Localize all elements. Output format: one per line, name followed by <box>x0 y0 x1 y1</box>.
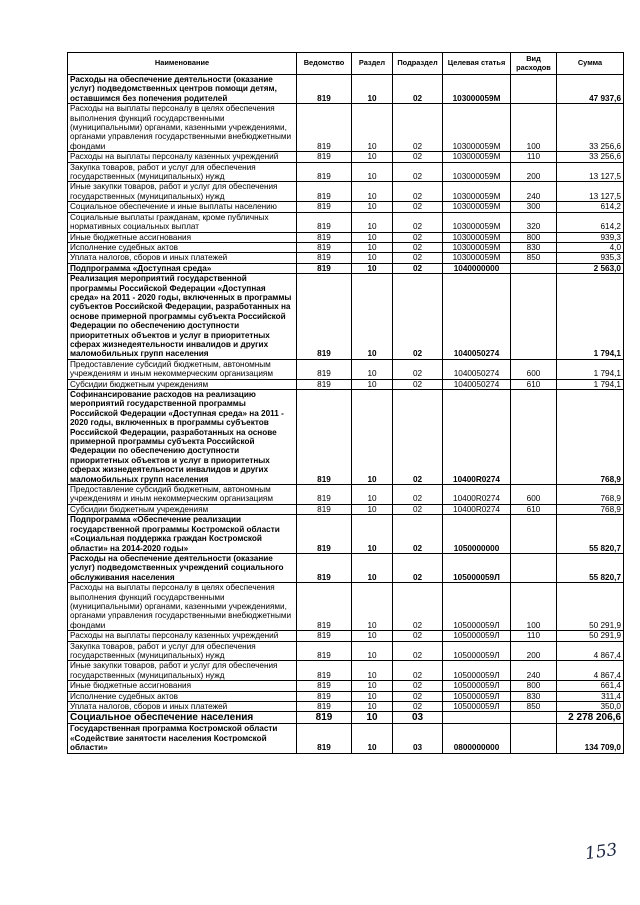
row-vid: 600 <box>511 359 557 379</box>
row-name: Исполнение судебных актов <box>68 242 297 252</box>
row-summa: 2 278 206,6 <box>557 712 624 724</box>
row-podrazdel: 02 <box>393 681 443 691</box>
row-statya: 105000059Л <box>443 661 511 681</box>
row-statya: 105000059Л <box>443 681 511 691</box>
table-row <box>68 202 624 212</box>
table-row <box>68 75 624 104</box>
row-summa: 4 867,4 <box>557 641 624 661</box>
row-podrazdel: 02 <box>393 691 443 701</box>
page-number: 153 <box>583 839 619 865</box>
row-name: Расходы на обеспечение деятельности (оказание услуг) подведомственных центров помощи детям, оставшимся без попечения родителей <box>68 75 297 104</box>
row-summa: 4,0 <box>557 242 624 252</box>
row-razdel: 10 <box>352 631 393 641</box>
row-vid: 830 <box>511 242 557 252</box>
row-statya: 1040050274 <box>443 274 511 360</box>
row-statya <box>443 712 511 724</box>
row-name: Подпрограмма «Обеспечение реализации государственной программы Костромской области «Социальная поддержка граждан Костромской области» на 2014-2020 годы» <box>68 515 297 554</box>
row-vid: 110 <box>511 631 557 641</box>
row-podrazdel: 02 <box>393 253 443 263</box>
row-vedomstvo: 819 <box>297 712 352 724</box>
row-podrazdel: 02 <box>393 553 443 582</box>
header-vedomstvo: Ведомство <box>297 53 352 75</box>
row-razdel: 10 <box>352 263 393 273</box>
row-razdel: 10 <box>352 390 393 485</box>
row-vid: 300 <box>511 202 557 212</box>
row-name: Субсидии бюджетным учреждениям <box>68 504 297 514</box>
table-row <box>68 515 624 554</box>
row-name: Иные бюджетные ассигнования <box>68 232 297 242</box>
row-vedomstvo: 819 <box>297 504 352 514</box>
row-vedomstvo: 819 <box>297 182 352 202</box>
row-razdel: 10 <box>352 379 393 389</box>
header-name: Наименование <box>68 53 297 75</box>
row-statya: 105000059Л <box>443 691 511 701</box>
row-vedomstvo: 819 <box>297 274 352 360</box>
row-vid <box>511 515 557 554</box>
row-summa: 134 709,0 <box>557 724 624 753</box>
row-vid <box>511 263 557 273</box>
row-vedomstvo: 819 <box>297 681 352 691</box>
row-vedomstvo: 819 <box>297 162 352 182</box>
row-summa: 4 867,4 <box>557 661 624 681</box>
row-summa: 935,3 <box>557 253 624 263</box>
row-podrazdel: 02 <box>393 359 443 379</box>
row-razdel: 10 <box>352 661 393 681</box>
row-name: Расходы на выплаты персоналу казенных учреждений <box>68 631 297 641</box>
row-podrazdel: 02 <box>393 182 443 202</box>
row-statya: 10400R0274 <box>443 485 511 505</box>
row-statya: 105000059Л <box>443 553 511 582</box>
row-name: Государственная программа Костромской области «Содействие занятости населения Костромской области» <box>68 724 297 753</box>
row-podrazdel: 02 <box>393 212 443 232</box>
row-vid: 830 <box>511 691 557 701</box>
table-row <box>68 242 624 252</box>
row-statya: 103000059М <box>443 162 511 182</box>
row-podrazdel: 02 <box>393 641 443 661</box>
row-vid: 850 <box>511 253 557 263</box>
row-statya: 10400R0274 <box>443 390 511 485</box>
row-vedomstvo: 819 <box>297 242 352 252</box>
row-podrazdel: 02 <box>393 485 443 505</box>
row-summa: 1 794,1 <box>557 274 624 360</box>
row-summa: 768,9 <box>557 390 624 485</box>
row-vedomstvo: 819 <box>297 390 352 485</box>
header-podrazdel: Подраздел <box>393 53 443 75</box>
row-name: Расходы на выплаты персоналу казенных учреждений <box>68 152 297 162</box>
row-vedomstvo: 819 <box>297 702 352 712</box>
table-row <box>68 712 624 724</box>
table-row <box>68 379 624 389</box>
row-vid: 600 <box>511 485 557 505</box>
row-podrazdel: 02 <box>393 631 443 641</box>
row-podrazdel: 02 <box>393 75 443 104</box>
row-statya: 103000059М <box>443 104 511 152</box>
row-statya: 103000059М <box>443 212 511 232</box>
table-row <box>68 182 624 202</box>
row-vid: 110 <box>511 152 557 162</box>
row-name: Уплата налогов, сборов и иных платежей <box>68 702 297 712</box>
row-razdel: 10 <box>352 485 393 505</box>
row-statya: 103000059М <box>443 253 511 263</box>
row-podrazdel: 02 <box>393 274 443 360</box>
row-vedomstvo: 819 <box>297 359 352 379</box>
row-razdel: 10 <box>352 515 393 554</box>
row-summa: 33 256,6 <box>557 152 624 162</box>
row-vedomstvo: 819 <box>297 661 352 681</box>
row-statya: 103000059М <box>443 182 511 202</box>
row-podrazdel: 02 <box>393 583 443 631</box>
row-statya: 103000059М <box>443 232 511 242</box>
row-vedomstvo: 819 <box>297 553 352 582</box>
row-vedomstvo: 819 <box>297 263 352 273</box>
row-vid <box>511 274 557 360</box>
table-row <box>68 485 624 505</box>
table-row <box>68 661 624 681</box>
row-statya: 103000059М <box>443 202 511 212</box>
row-razdel: 10 <box>352 104 393 152</box>
row-vedomstvo: 819 <box>297 253 352 263</box>
row-vid: 800 <box>511 681 557 691</box>
row-podrazdel: 02 <box>393 152 443 162</box>
row-name: Расходы на выплаты персоналу в целях обеспечения выполнения функций государственными (муниципальными) органами, казенными учреждениями, органами управления государственными внебюджетными фондами <box>68 104 297 152</box>
row-name: Иные бюджетные ассигнования <box>68 681 297 691</box>
row-summa: 311,4 <box>557 691 624 701</box>
row-razdel: 10 <box>352 182 393 202</box>
row-vedomstvo: 819 <box>297 515 352 554</box>
row-statya: 1040050274 <box>443 379 511 389</box>
row-name: Социальное обеспечение и иные выплаты населению <box>68 202 297 212</box>
row-vedomstvo: 819 <box>297 104 352 152</box>
row-statya: 103000059М <box>443 152 511 162</box>
table-row <box>68 631 624 641</box>
table-row <box>68 681 624 691</box>
row-summa: 1 794,1 <box>557 379 624 389</box>
row-vid: 240 <box>511 182 557 202</box>
row-razdel: 10 <box>352 553 393 582</box>
row-vid: 610 <box>511 379 557 389</box>
row-name: Подпрограмма «Доступная среда» <box>68 263 297 273</box>
row-razdel: 10 <box>352 212 393 232</box>
row-name: Закупка товаров, работ и услуг для обеспечения государственных (муниципальных) нужд <box>68 641 297 661</box>
row-razdel: 10 <box>352 681 393 691</box>
table-row <box>68 263 624 273</box>
row-razdel: 10 <box>352 232 393 242</box>
row-podrazdel: 02 <box>393 515 443 554</box>
row-statya: 103000059М <box>443 242 511 252</box>
row-podrazdel: 03 <box>393 712 443 724</box>
row-vid: 610 <box>511 504 557 514</box>
row-razdel: 10 <box>352 152 393 162</box>
row-vedomstvo: 819 <box>297 641 352 661</box>
row-vedomstvo: 819 <box>297 232 352 242</box>
row-razdel: 10 <box>352 242 393 252</box>
row-statya: 1050000000 <box>443 515 511 554</box>
table-row <box>68 232 624 242</box>
row-summa: 614,2 <box>557 212 624 232</box>
row-razdel: 10 <box>352 202 393 212</box>
row-podrazdel: 02 <box>393 504 443 514</box>
row-summa: 2 563,0 <box>557 263 624 273</box>
row-name: Предоставление субсидий бюджетным, автономным учреждениям и иным некоммерческим организациям <box>68 359 297 379</box>
table-row <box>68 152 624 162</box>
row-summa: 33 256,6 <box>557 104 624 152</box>
row-summa: 13 127,5 <box>557 182 624 202</box>
row-podrazdel: 02 <box>393 232 443 242</box>
row-summa: 614,2 <box>557 202 624 212</box>
row-summa: 661,4 <box>557 681 624 691</box>
row-name: Расходы на выплаты персоналу в целях обеспечения выполнения функций государственными (муниципальными) органами, казенными учреждениями, органами управления государственными внебюджетными фондами <box>68 583 297 631</box>
row-name: Иные закупки товаров, работ и услуг для обеспечения государственных (муниципальных) нужд <box>68 182 297 202</box>
row-razdel: 10 <box>352 75 393 104</box>
row-razdel: 10 <box>352 274 393 360</box>
row-razdel: 10 <box>352 359 393 379</box>
row-razdel: 10 <box>352 253 393 263</box>
row-razdel: 10 <box>352 724 393 753</box>
table-row <box>68 390 624 485</box>
row-vid: 200 <box>511 641 557 661</box>
header-razdel: Раздел <box>352 53 393 75</box>
table-body <box>68 75 624 754</box>
row-podrazdel: 02 <box>393 379 443 389</box>
row-statya: 0800000000 <box>443 724 511 753</box>
budget-table <box>67 52 624 754</box>
table-header-row <box>68 53 624 75</box>
table-row <box>68 253 624 263</box>
table-row <box>68 162 624 182</box>
table-row <box>68 504 624 514</box>
row-statya: 105000059Л <box>443 631 511 641</box>
table-row <box>68 583 624 631</box>
row-vedomstvo: 819 <box>297 379 352 389</box>
header-statya: Целевая статья <box>443 53 511 75</box>
row-vid <box>511 390 557 485</box>
row-name: Социальное обеспечение населения <box>68 712 297 724</box>
row-vid <box>511 724 557 753</box>
row-vid: 100 <box>511 583 557 631</box>
row-podrazdel: 02 <box>393 202 443 212</box>
row-razdel: 10 <box>352 702 393 712</box>
row-vedomstvo: 819 <box>297 691 352 701</box>
row-summa: 768,9 <box>557 504 624 514</box>
table-row <box>68 104 624 152</box>
row-statya: 105000059Л <box>443 702 511 712</box>
row-razdel: 10 <box>352 504 393 514</box>
row-statya: 10400R0274 <box>443 504 511 514</box>
row-summa: 55 820,7 <box>557 553 624 582</box>
table-row <box>68 691 624 701</box>
row-summa: 47 937,6 <box>557 75 624 104</box>
row-vid <box>511 553 557 582</box>
table-row <box>68 553 624 582</box>
table-row <box>68 702 624 712</box>
table-row <box>68 359 624 379</box>
row-podrazdel: 03 <box>393 724 443 753</box>
row-vedomstvo: 819 <box>297 212 352 232</box>
row-name: Софинансирование расходов на реализацию мероприятий государственной программы Российской Федерации «Доступная среда» на 2011 - 2020 годы, включенных в программы субъектов Российской Федерации, разработанных на основе примерной программы субъекта Российской Федерации по обеспечению доступности приоритетных объектов и услуг в приоритетных сферах жизнедеятельности инвалидов и других маломобильных групп населения <box>68 390 297 485</box>
row-name: Социальные выплаты гражданам, кроме публичных нормативных социальных выплат <box>68 212 297 232</box>
row-summa: 939,3 <box>557 232 624 242</box>
row-podrazdel: 02 <box>393 661 443 681</box>
header-vid: Вид расходов <box>511 53 557 75</box>
row-vid: 320 <box>511 212 557 232</box>
row-podrazdel: 02 <box>393 263 443 273</box>
row-vedomstvo: 819 <box>297 724 352 753</box>
row-vid: 240 <box>511 661 557 681</box>
row-summa: 55 820,7 <box>557 515 624 554</box>
table-row <box>68 641 624 661</box>
row-podrazdel: 02 <box>393 104 443 152</box>
row-name: Закупка товаров, работ и услуг для обеспечения государственных (муниципальных) нужд <box>68 162 297 182</box>
header-summa: Сумма <box>557 53 624 75</box>
row-vid: 100 <box>511 104 557 152</box>
row-name: Предоставление субсидий бюджетным, автономным учреждениям и иным некоммерческим организациям <box>68 485 297 505</box>
row-razdel: 10 <box>352 583 393 631</box>
row-vedomstvo: 819 <box>297 202 352 212</box>
table-row <box>68 274 624 360</box>
row-name: Уплата налогов, сборов и иных платежей <box>68 253 297 263</box>
row-statya: 105000059Л <box>443 583 511 631</box>
row-podrazdel: 02 <box>393 702 443 712</box>
row-name: Иные закупки товаров, работ и услуг для обеспечения государственных (муниципальных) нужд <box>68 661 297 681</box>
row-vedomstvo: 819 <box>297 485 352 505</box>
row-vid <box>511 75 557 104</box>
row-vid: 850 <box>511 702 557 712</box>
row-statya: 105000059Л <box>443 641 511 661</box>
row-summa: 50 291,9 <box>557 631 624 641</box>
table-row <box>68 212 624 232</box>
row-statya: 1040050274 <box>443 359 511 379</box>
row-podrazdel: 02 <box>393 390 443 485</box>
row-razdel: 10 <box>352 641 393 661</box>
row-razdel: 10 <box>352 162 393 182</box>
row-razdel: 10 <box>352 712 393 724</box>
row-podrazdel: 02 <box>393 162 443 182</box>
row-name: Расходы на обеспечение деятельности (оказание услуг) подведомственных учреждений социального обслуживания населения <box>68 553 297 582</box>
budget-table-sheet <box>67 52 623 754</box>
row-summa: 350,0 <box>557 702 624 712</box>
row-vedomstvo: 819 <box>297 75 352 104</box>
row-vid: 200 <box>511 162 557 182</box>
row-vid <box>511 712 557 724</box>
row-summa: 50 291,9 <box>557 583 624 631</box>
row-vedomstvo: 819 <box>297 631 352 641</box>
table-row <box>68 724 624 753</box>
row-podrazdel: 02 <box>393 242 443 252</box>
row-vedomstvo: 819 <box>297 583 352 631</box>
row-vedomstvo: 819 <box>297 152 352 162</box>
row-statya: 103000059М <box>443 75 511 104</box>
row-summa: 768,9 <box>557 485 624 505</box>
row-name: Реализация мероприятий государственной программы Российской Федерации «Доступная среда» на 2011 - 2020 годы, включенных в программы субъектов Российской Федерации, разработанных на основе примерной программы субъекта Российской Федерации по обеспечению доступности приоритетных объектов и услуг в приоритетных сферах жизнедеятельности инвалидов и других маломобильных групп населения <box>68 274 297 360</box>
row-statya: 1040000000 <box>443 263 511 273</box>
row-summa: 1 794,1 <box>557 359 624 379</box>
row-name: Субсидии бюджетным учреждениям <box>68 379 297 389</box>
row-name: Исполнение судебных актов <box>68 691 297 701</box>
row-vid: 800 <box>511 232 557 242</box>
row-razdel: 10 <box>352 691 393 701</box>
row-summa: 13 127,5 <box>557 162 624 182</box>
